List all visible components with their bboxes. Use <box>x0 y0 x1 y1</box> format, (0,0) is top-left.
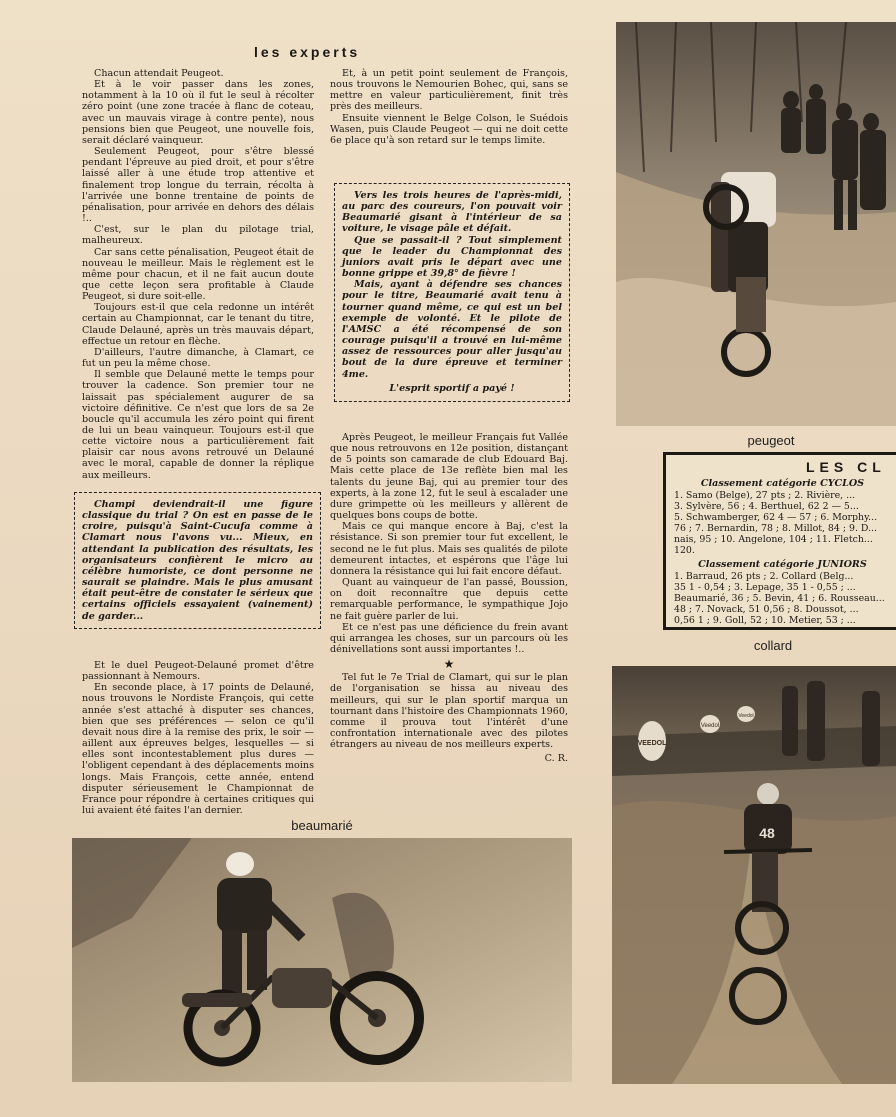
result-line: 0,56 1 ; 9. Goll, 52 ; 10. Metier, 53 ; ... <box>674 615 856 626</box>
article-column-right-continued <box>330 432 568 765</box>
article-paragraph: Ensuite viennent le Belge Colson, le Suédois Wasen, puis Claude Peugeot — qui ne doit cette 6e place qu'à son retard sur le temps limite. <box>330 112 568 146</box>
veedol-sign-1: VEEDOL <box>637 740 667 747</box>
caption-collard: collard <box>753 638 793 653</box>
article-paragraph: D'ailleurs, l'autre dimanche, à Clamart, ce fut un peu la même chose. <box>82 346 314 370</box>
result-line: 5. Schwamberger, 62 4 — 57 ; 6. Morphy... <box>674 512 878 523</box>
result-line: 120. <box>674 545 695 556</box>
article-paragraph: Seulement Peugeot, pour s'être blessé pendant l'épreuve au pied droit, et pour s'être laissé aller à une étude trop attentive et finalement trop longue du terrain, récolta à l'arrivée une bonne trentaine de points de pénalisation, pour arrivée en dehors des délais !.. <box>82 146 314 225</box>
result-line: 1. Samo (Belge), 27 pts ; 2. Rivière, ... <box>674 490 856 501</box>
result-line: 1. Barraud, 26 pts ; 2. Collard (Belg... <box>674 571 854 582</box>
caption-beaumarie: beaumarié <box>291 818 353 833</box>
article-paragraph: Et à le voir passer dans les zones, notamment à la 10 où il fut le seul à récolter zéro point (une zone tracée à flanc de coteau, avec un mauvais virage à contre pente), nous pensions bien que Peugeot, une nouvelle fois, serait déclaré vainqueur. <box>82 79 314 146</box>
article-paragraph: Toujours est-il que cela redonne un intérêt certain au Championnat, car le tenant du titre, Claude Delauné, après un très mauvais départ, effectue un retour en flèche. <box>82 302 314 347</box>
article-column-left-continued <box>82 660 314 816</box>
veedol-sign-2: Veedol <box>700 723 720 729</box>
results-category-juniors: Classement catégorie JUNIORS <box>698 559 867 570</box>
author-signature: C. R. <box>544 753 568 765</box>
article-paragraph: C'est, sur le plan du pilotage trial, malheureux. <box>82 224 314 247</box>
veedol-sign-3: Veedol <box>738 713 754 719</box>
result-line: 3. Sylvère, 56 ; 4. Berthuel, 62 2 — 5... <box>674 501 859 512</box>
article-paragraph: Après Peugeot, le meilleur Français fut Vallée que nous retrouvons en 12e position, distançant de 5 points son camarade de club Edouard Baj. Mais cette place de 13e reflète bien mal les talents du jeune Baj, qui au premier tour des experts, à la zone 12, fut le seul à escalader une dure grimpette où les meilleurs y allèrent de quelques bons coups de botte. <box>330 432 568 522</box>
article-paragraph: En seconde place, à 17 points de Delauné, nous trouvons le Nordiste François, qui cette année s'est attaché à disputer ses chances, bien que ses préférences — selon ce qu'il devait nous dire à la remise des prix, le soir — aillent aux épreuves belges, lesquelles — si elles sont incontestablement plus dures — l'obligent cependant à des déplacements moins longs. Mais François, cette année, entend disputer sérieusement le Championnat de France pour répondre à certaines critiques qui lui avaient été faites l'an dernier. <box>82 682 314 817</box>
caption-peugeot: peugeot <box>747 433 795 448</box>
photo-peugeot-image <box>616 22 896 426</box>
article-paragraph: Et, à un petit point seulement de François, nous trouvons le Nemourien Bohec, qui, sans se mettre en valeur particulièrement, finit très près des meilleurs. <box>330 68 568 113</box>
article-paragraph: Quant au vainqueur de l'an passé, Boussion, on doit reconnaître que depuis cette remarquable performance, le sympathique Jojo ne fait guère parler de lui. <box>330 577 568 622</box>
photo-collard-image <box>612 666 896 1084</box>
article-column-right <box>330 68 568 146</box>
result-line: nais, 95 ; 10. Angelone, 104 ; 11. Fletch... <box>674 534 873 545</box>
sidebar-box-champi <box>74 492 321 629</box>
article-paragraph: Il semble que Delauné mette le temps pour trouver la cadence. Son premier tour ne laissait pas spécialement augurer de sa victoire définitive. Ce n'est que lors de sa 2e boucle qu'il accumula les zéro point qui firent de lui un beau vainqueur. Toujours est-il que cette victoire nous a particulièrement fait plaisir car nous avons retrouvé un Delauné avec le moral, capable de donner la réplique aux meilleurs. <box>82 369 314 481</box>
box-signature: L'esprit sportif a payé ! <box>389 382 515 394</box>
results-list-juniors <box>666 571 896 626</box>
article-paragraph: Chacun attendait Peugeot. <box>94 68 224 79</box>
results-list-cyclos <box>666 490 896 556</box>
photo-collard <box>612 666 896 1084</box>
result-line: 76 ; 7. Bernardin, 78 ; 8. Millot, 84 ; 9. D... <box>674 523 878 534</box>
article-column-left <box>82 68 314 481</box>
article-paragraph: Car sans cette pénalisation, Peugeot était de nouveau le meilleur. Mais le règlement est le même pour chacun, et il ne fait aucun doute que cette leçon sera profitable à Claude Peugeot, si dure soit-elle. <box>82 246 314 303</box>
article-paragraph: Et ce n'est pas une déficience du frein avant qui arrangea les choses, sur un parcours où les dénivellations sont aussi importantes !.. <box>330 621 568 655</box>
results-title: LES CL <box>806 459 886 475</box>
results-category-cyclos: Classement catégorie CYCLOS <box>700 478 865 489</box>
photo-beaumarie <box>72 838 572 1082</box>
box-text: Vers les trois heures de l'après-midi, au parc des coureurs, l'on pouvait voir Beaumarié gisant à l'intérieur de sa voiture, le visage pâle et défait. <box>342 190 562 235</box>
separator-star: ★ <box>443 657 455 672</box>
box-text: Mais, ayant à défendre ses chances pour le titre, Beaumarié avait tenu à tourner quand même, ce qui est un bel exemple de volonté. Et le pilote de l'AMSC a été récompensé de son courage puisqu'il a trouvé en lui-même assez de ressources pour aller jusqu'au bout de la dure épreuve et terminer 4me. <box>342 279 562 380</box>
article-paragraph: Et le duel Peugeot-Delauné promet d'être passionnant à Nemours. <box>82 660 314 683</box>
article-paragraph: Mais ce qui manque encore à Baj, c'est la résistance. Si son premier tour fut excellent, le second ne le fut plus. Mais ses qualités de pilote demeurent intactes, et espérons que l'âge lui donnera la résistance qui lui fait encore défaut. <box>330 521 568 577</box>
results-box <box>663 452 896 630</box>
result-line: 35 1 - 0,54 ; 3. Lepage, 35 1 - 0,55 ; ... <box>674 582 856 593</box>
rider-number: 48 <box>759 825 775 841</box>
article-paragraph: Tel fut le 7e Trial de Clamart, qui sur le plan de l'organisation se hissa au niveau des meilleurs, qui sur le plan sportif marqua un tournant dans l'histoire des Championnats 1960, comme il prouva tout l'intérêt d'une confrontation internationale avec des pilotes étrangers au niveau de nos meilleurs experts. <box>330 672 568 751</box>
result-line: Beaumarié, 36 ; 5. Bevin, 41 ; 6. Rousseau... <box>674 593 885 604</box>
box-text: Champi deviendrait-il une figure classique du trial ? On est en passe de le croire, puisqu'à Saint-Cucufa comme à Clamart nous l'avons vu... Mieux, en attendant la publication des résultats, les organisateurs confièrent le micro au célèbre humoriste, ce dont personne ne saurait se plaindre. Mais le plus amusant était peut-être de constater le sérieux que certains officiels essayaient (vainement) de garder... <box>82 499 313 622</box>
result-line: 48 ; 7. Novack, 51 0,56 ; 8. Doussot, ... <box>674 604 859 615</box>
photo-peugeot <box>616 22 896 426</box>
page-title: les experts <box>254 44 361 60</box>
sidebar-box-beaumarie <box>334 183 570 402</box>
box-text: Que se passait-il ? Tout simplement que le leader du Championnat des juniors avait pris le départ avec une bonne grippe et 39,8° de fièvre ! <box>342 234 562 280</box>
photo-beaumarie-image <box>72 838 572 1082</box>
